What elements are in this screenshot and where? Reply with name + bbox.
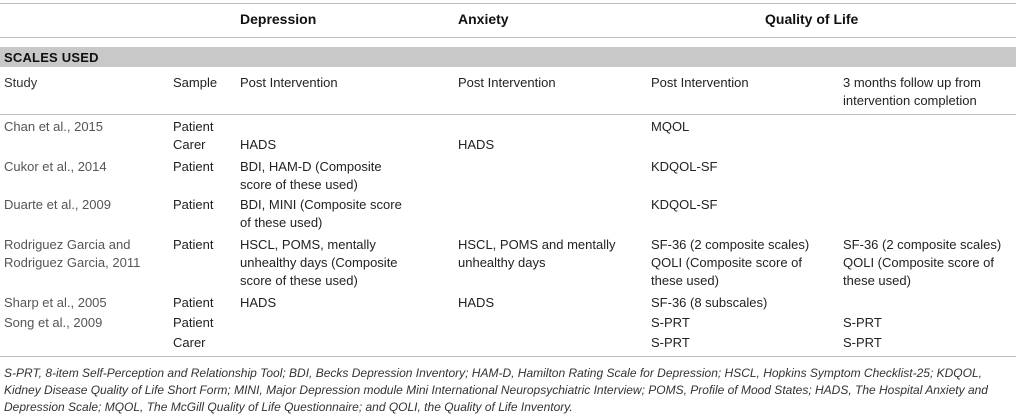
row-4-qol-post: SF-36 (2 composite scales) QOLI (Composite score of these used) [651,237,810,288]
row-4-qol-followup: SF-36 (2 composite scales) QOLI (Composite score of these used) [843,237,1002,288]
row-3-sample: Patient [173,197,214,212]
row-6-sample: Patient [173,315,214,330]
subheader-sample: Sample [173,75,218,90]
header-quality-of-life: Quality of Life [765,11,859,27]
row-3-dep: BDI, MINI (Composite score of these used) [240,197,402,230]
row-6-qol-followup: S-PRT [843,315,882,330]
subheader-qol-followup: 3 months follow up from intervention completion [843,75,982,108]
row-7-sample: Carer [173,335,206,350]
header-rule [0,37,1016,38]
subheader-rule [0,114,1016,115]
row-2-study: Cukor et al., 2014 [4,159,107,174]
row-4-sample: Patient [173,237,214,252]
subheader-anx-post: Post Intervention [458,75,556,90]
row-2-sample: Patient [173,159,214,174]
subheader-qol-post: Post Intervention [651,75,749,90]
section-label: SCALES USED [4,50,99,65]
table-footnote: S-PRT, 8-item Self-Perception and Relationship Tool; BDI, Becks Depression Inventory; HAM-D, Hamilton Rating Scale for Depression; HSCL, Hopkins Symptom Checklist-25; KDQOL, Kidney Disease Quality of Life Short Form; MINI, Major Depression module Mini International Neuropsychiatric Interview; POMS, Profile of Mood States; HADS, The Hospital Anxiety and Depression Scale; MQOL, The McGill Quality of Life Questionnaire; and QOLI, the Quality of Life Inventory. [4,366,988,414]
row-4-study: Rodriguez Garcia and Rodriguez Garcia, 2011 [4,237,141,270]
bottom-rule [0,356,1016,357]
row-1-dep: HADS [240,137,277,152]
row-0-qol-post: MQOL [651,119,690,134]
row-1-anx: HADS [458,137,495,152]
row-5-sample: Patient [173,295,214,310]
row-5-dep: HADS [240,295,277,310]
row-1-sample: Carer [173,137,206,152]
section-band [0,47,1016,67]
row-0-study: Chan et al., 2015 [4,119,104,134]
row-6-study: Song et al., 2009 [4,315,103,330]
row-5-qol-post: SF-36 (8 subscales) [651,295,768,310]
header-anxiety: Anxiety [458,11,509,27]
row-7-qol-post: S-PRT [651,335,690,350]
row-7-qol-followup: S-PRT [843,335,882,350]
subheader-study: Study [4,75,38,90]
top-rule [0,3,1016,4]
row-6-qol-post: S-PRT [651,315,690,330]
row-3-study: Duarte et al., 2009 [4,197,111,212]
row-2-dep: BDI, HAM-D (Composite score of these used) [240,159,382,192]
row-5-anx: HADS [458,295,495,310]
row-2-qol-post: KDQOL-SF [651,159,718,174]
row-4-anx: HSCL, POMS and mentally unhealthy days [458,237,616,270]
row-4-dep: HSCL, POMS, mentally unhealthy days (Composite score of these used) [240,237,398,288]
row-3-qol-post: KDQOL-SF [651,197,718,212]
header-depression: Depression [240,11,317,27]
subheader-dep-post: Post Intervention [240,75,338,90]
row-5-study: Sharp et al., 2005 [4,295,107,310]
row-0-sample: Patient [173,119,214,134]
